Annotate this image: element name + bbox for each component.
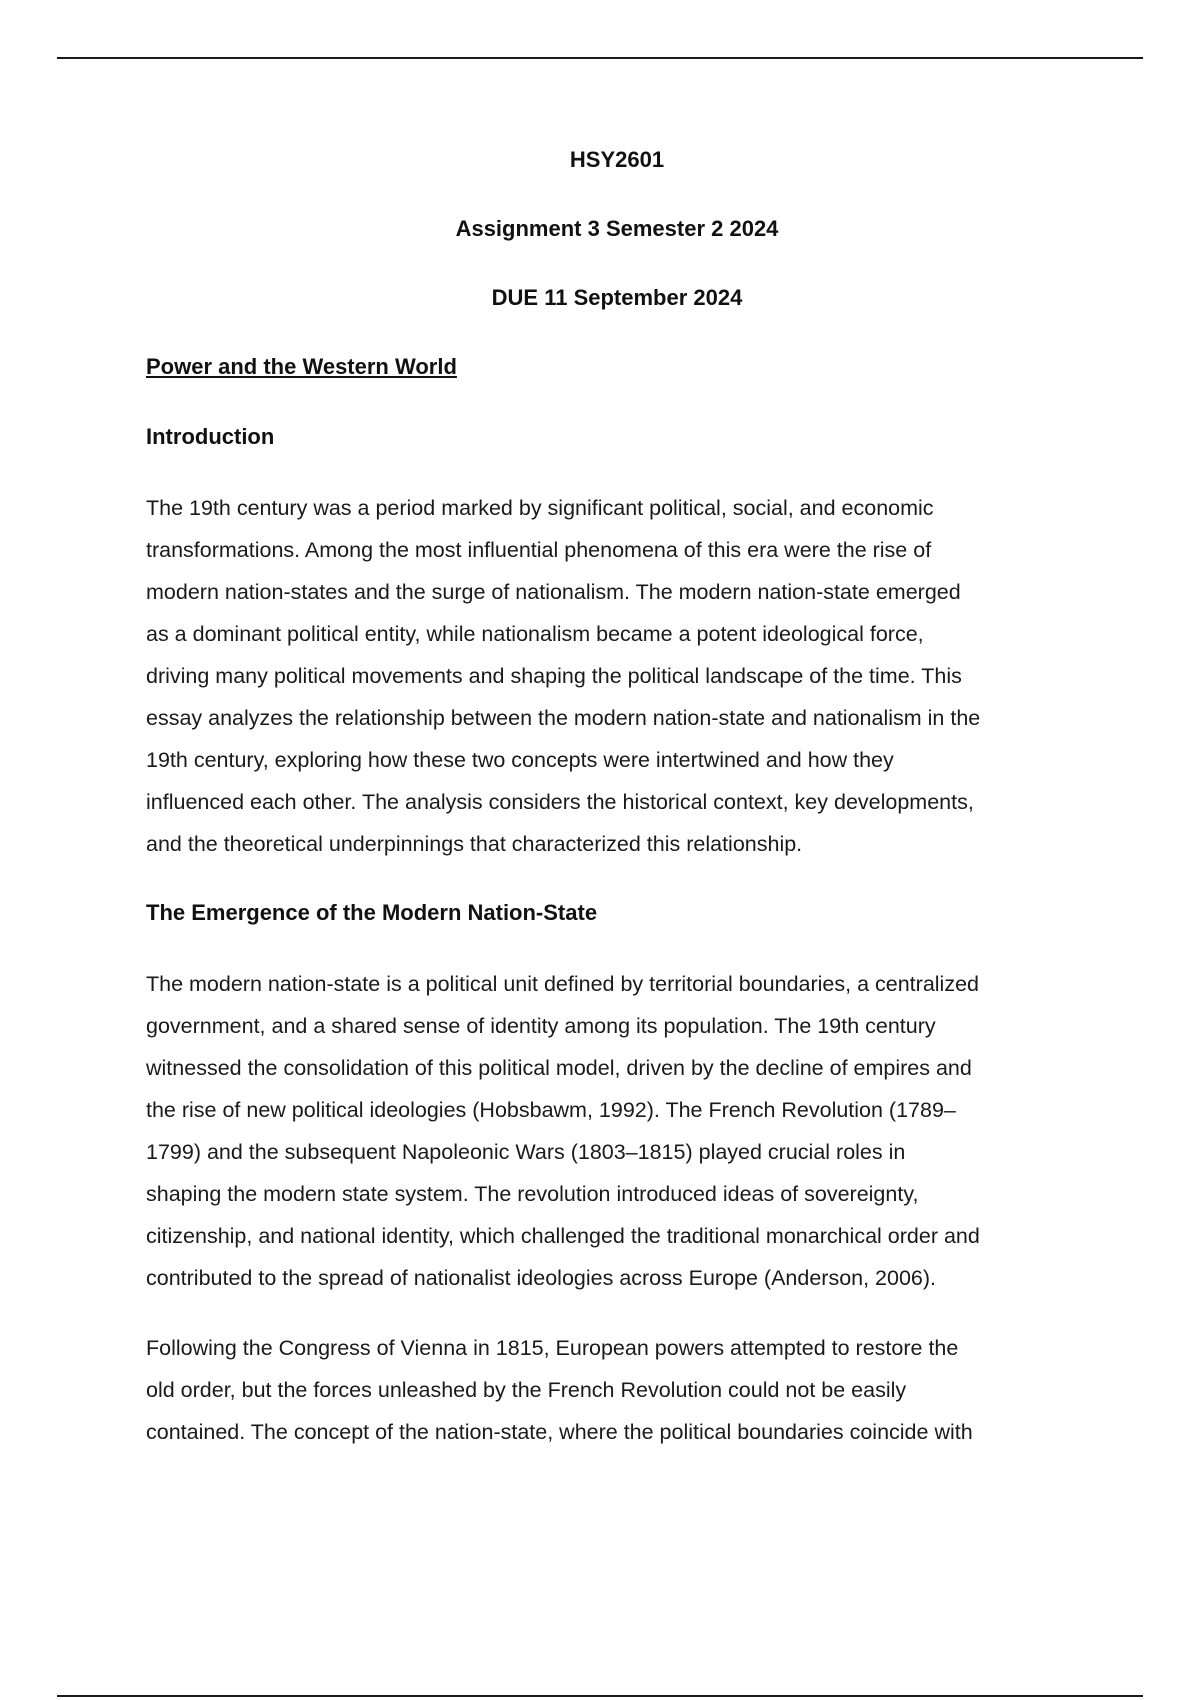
course-code: HSY2601: [569, 147, 665, 172]
text-line: and the theoretical underpinnings that characterized this relationship.: [146, 832, 803, 856]
text-line: citizenship, and national identity, which challenged the traditional monarchical order and: [146, 1224, 980, 1248]
text-line: modern nation-states and the surge of nationalism. The modern nation-state emerged: [146, 580, 961, 604]
text-line: contained. The concept of the nation-state, where the political boundaries coincide with: [146, 1420, 973, 1444]
text-line: Following the Congress of Vienna in 1815, European powers attempted to restore the: [146, 1336, 959, 1360]
text-line: government, and a shared sense of identity among its population. The 19th century: [146, 1014, 936, 1038]
text-line: 19th century, exploring how these two concepts were intertwined and how they: [146, 748, 894, 772]
paragraph-emergence-2: [146, 1327, 1088, 1453]
text-line: driving many political movements and shaping the political landscape of the time. This: [146, 664, 962, 688]
text-line: old order, but the forces unleashed by the French Revolution could not be easily: [146, 1378, 907, 1402]
text-line: the rise of new political ideologies (Hobsbawm, 1992). The French Revolution (1789–: [146, 1098, 956, 1122]
text-line: The modern nation-state is a political unit defined by territorial boundaries, a centralized: [146, 972, 979, 996]
text-line: The 19th century was a period marked by significant political, social, and economic: [146, 496, 934, 520]
text-line: transformations. Among the most influential phenomena of this era were the rise of: [146, 538, 932, 562]
document-body: [146, 140, 1088, 1481]
paragraph-introduction: [146, 487, 1088, 865]
text-line: contributed to the spread of nationalist ideologies across Europe (Anderson, 2006).: [146, 1266, 937, 1290]
section-heading-emergence: The Emergence of the Modern Nation-State: [146, 900, 598, 925]
text-line: influenced each other. The analysis considers the historical context, key developments,: [146, 790, 974, 814]
text-line: 1799) and the subsequent Napoleonic Wars (1803–1815) played crucial roles in: [146, 1140, 906, 1164]
top-rule: [57, 57, 1143, 59]
paragraph-emergence-1: [146, 963, 1088, 1299]
text-line: witnessed the consolidation of this political model, driven by the decline of empires and: [146, 1056, 972, 1080]
section-heading-introduction: Introduction: [146, 424, 275, 449]
text-line: as a dominant political entity, while nationalism became a potent ideological force,: [146, 622, 924, 646]
document-title: Power and the Western World: [146, 354, 457, 379]
text-line: shaping the modern state system. The revolution introduced ideas of sovereignty,: [146, 1182, 919, 1206]
text-line: essay analyzes the relationship between the modern nation-state and nationalism in the: [146, 706, 981, 730]
due-date: DUE 11 September 2024: [491, 285, 743, 310]
bottom-rule: [57, 1695, 1143, 1697]
assignment-title: Assignment 3 Semester 2 2024: [455, 216, 779, 241]
